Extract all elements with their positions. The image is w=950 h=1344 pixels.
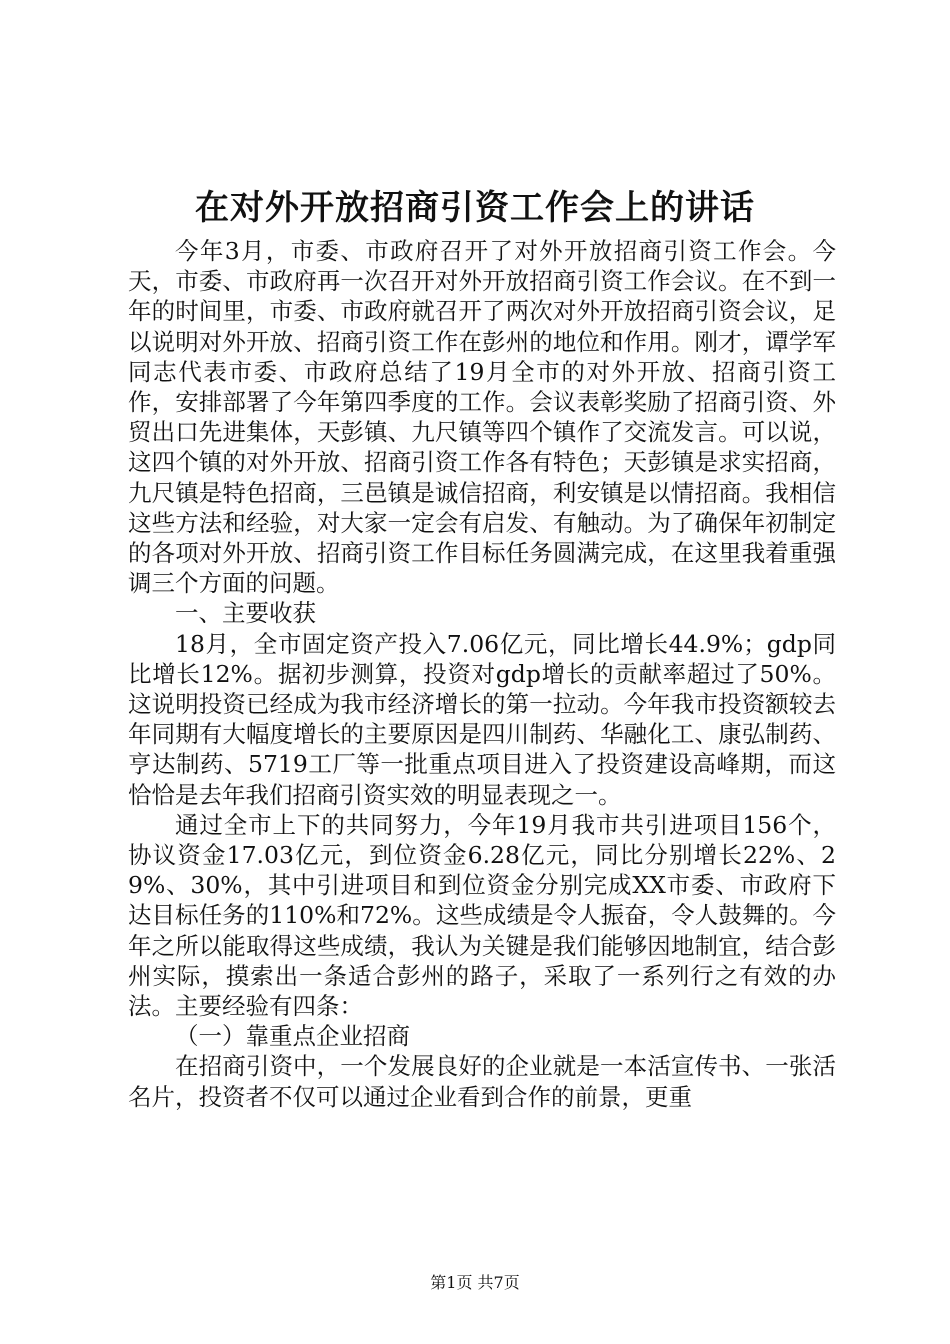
document-body bbox=[128, 236, 836, 1112]
page-number: 第1页 共7页 bbox=[430, 1273, 520, 1292]
paragraph-projects: 通过全市上下的共同努力，今年19月我市共引进项目156个，协议资金17.03亿元，到位资金6.28亿元，同比分别增长22%、29%、30%，其中引进项目和到位资金分别完成XX市委、市政府下达目标任务的110%和72%。这些成绩是令人振奋，令人鼓舞的。今年之所以能取得这些成绩，我认为关键是我们能够因地制宜，结合彭州实际，摸索出一条适合彭州的路子，采取了一系列行之有效的办法。主要经验有四条： bbox=[128, 810, 836, 1021]
paragraph-intro: 今年3月，市委、市政府召开了对外开放招商引资工作会。今天，市委、市政府再一次召开对外开放招商引资工作会议。在不到一年的时间里，市委、市政府就召开了两次对外开放招商引资会议，足以说明对外开放、招商引资工作在彭州的地位和作用。刚才，谭学军同志代表市委、市政府总结了19月全市的对外开放、招商引资工作，安排部署了今年第四季度的工作。会议表彰奖励了招商引资、外贸出口先进集体，天彭镇、九尺镇等四个镇作了交流发言。可以说，这四个镇的对外开放、招商引资工作各有特色；天彭镇是求实招商，九尺镇是特色招商，三邑镇是诚信招商，利安镇是以情招商。我相信这些方法和经验，对大家一定会有启发、有触动。为了确保年初制定的各项对外开放、招商引资工作目标任务圆满完成，在这里我着重强调三个方面的问题。 bbox=[128, 237, 836, 598]
document-title: 在对外开放招商引资工作会上的讲话 bbox=[195, 188, 755, 228]
subsection-heading-key-enterprises: （一）靠重点企业招商 bbox=[175, 1022, 410, 1051]
paragraph-key-enterprises: 在招商引资中，一个发展良好的企业就是一本活宣传书、一张活名片，投资者不仅可以通过企业看到合作的前景，更重 bbox=[128, 1052, 836, 1111]
paragraph-investment: 18月，全市固定资产投入7.06亿元，同比增长44.9%；gdp同比增长12%。据初步测算，投资对gdp增长的贡献率超过了50%。这说明投资已经成为我市经济增长的第一拉动。今年我市投资额较去年同期有大幅度增长的主要原因是四川制药、华融化工、康弘制药、亨达制药、5719工厂等一批重点项目进入了投资建设高峰期，而这恰恰是去年我们招商引资实效的明显表现之一。 bbox=[128, 629, 836, 809]
section-heading-main-gains: 一、主要收获 bbox=[175, 599, 316, 628]
